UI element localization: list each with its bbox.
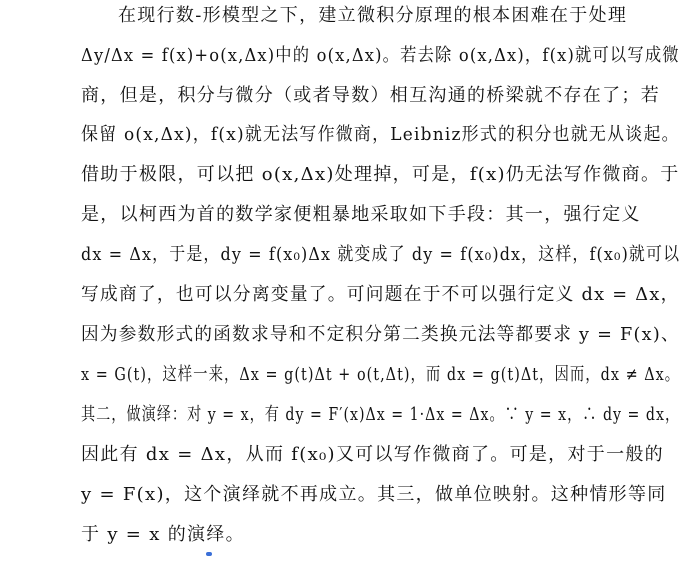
- text-cursor-mark: [206, 552, 212, 556]
- paragraph-line-5: 借助于极限，可以把 o(x,Δx)处理掉，可是，f(x)仍无法写作微商。于: [81, 164, 680, 185]
- paragraph-line-9: 因为参数形式的函数求导和不定积分第二类换元法等都要求 y = F(x)、: [81, 324, 680, 345]
- paragraph-line-11: 其二，做演绎：对 y = x，有 dy = F′(x)Δx = 1·Δx = Δx。∵ y = x，∴ dy = dx，: [81, 404, 681, 425]
- paragraph-line-8: 写成商了，也可以分离变量了。可问题在于不可以强行定义 dx = Δx，: [81, 284, 680, 305]
- paragraph-line-6: 是，以柯西为首的数学家便粗暴地采取如下手段：其一，强行定义: [81, 204, 641, 225]
- paragraph-line-4: 保留 o(x,Δx)，f(x)就无法写作微商，Leibniz形式的积分也就无从谈起。: [81, 124, 680, 145]
- paragraph-line-13: y = F(x)，这个演绎就不再成立。其三，做单位映射。这种情形等同: [81, 484, 667, 505]
- paragraph-line-3: 商，但是，积分与微分（或者导数）相互沟通的桥梁就不存在了；若: [81, 85, 660, 106]
- paragraph-line-2: Δy/Δx = f(x)+o(x,Δx)中的 o(x,Δx)。若去除 o(x,Δx)，f(x)就可以写成微: [81, 45, 680, 66]
- paragraph-line-14: 于 y = x 的演绎。: [81, 524, 245, 545]
- paragraph-line-7: dx = Δx，于是，dy = f(x₀)Δx 就变成了 dy = f(x₀)dx，这样，f(x₀)就可以: [81, 244, 681, 265]
- paragraph-line-12: 因此有 dx = Δx，从而 f(x₀)又可以写作微商了。可是，对于一般的: [81, 444, 664, 465]
- paragraph-line-1: 在现行数-形模型之下，建立微积分原理的根本困难在于处理: [118, 5, 628, 26]
- paragraph-line-10: x = G(t)，这样一来，Δx = g(t)Δt + o(t,Δt)，而 dx = g(t)Δt，因而，dx ≠ Δx。: [81, 364, 681, 385]
